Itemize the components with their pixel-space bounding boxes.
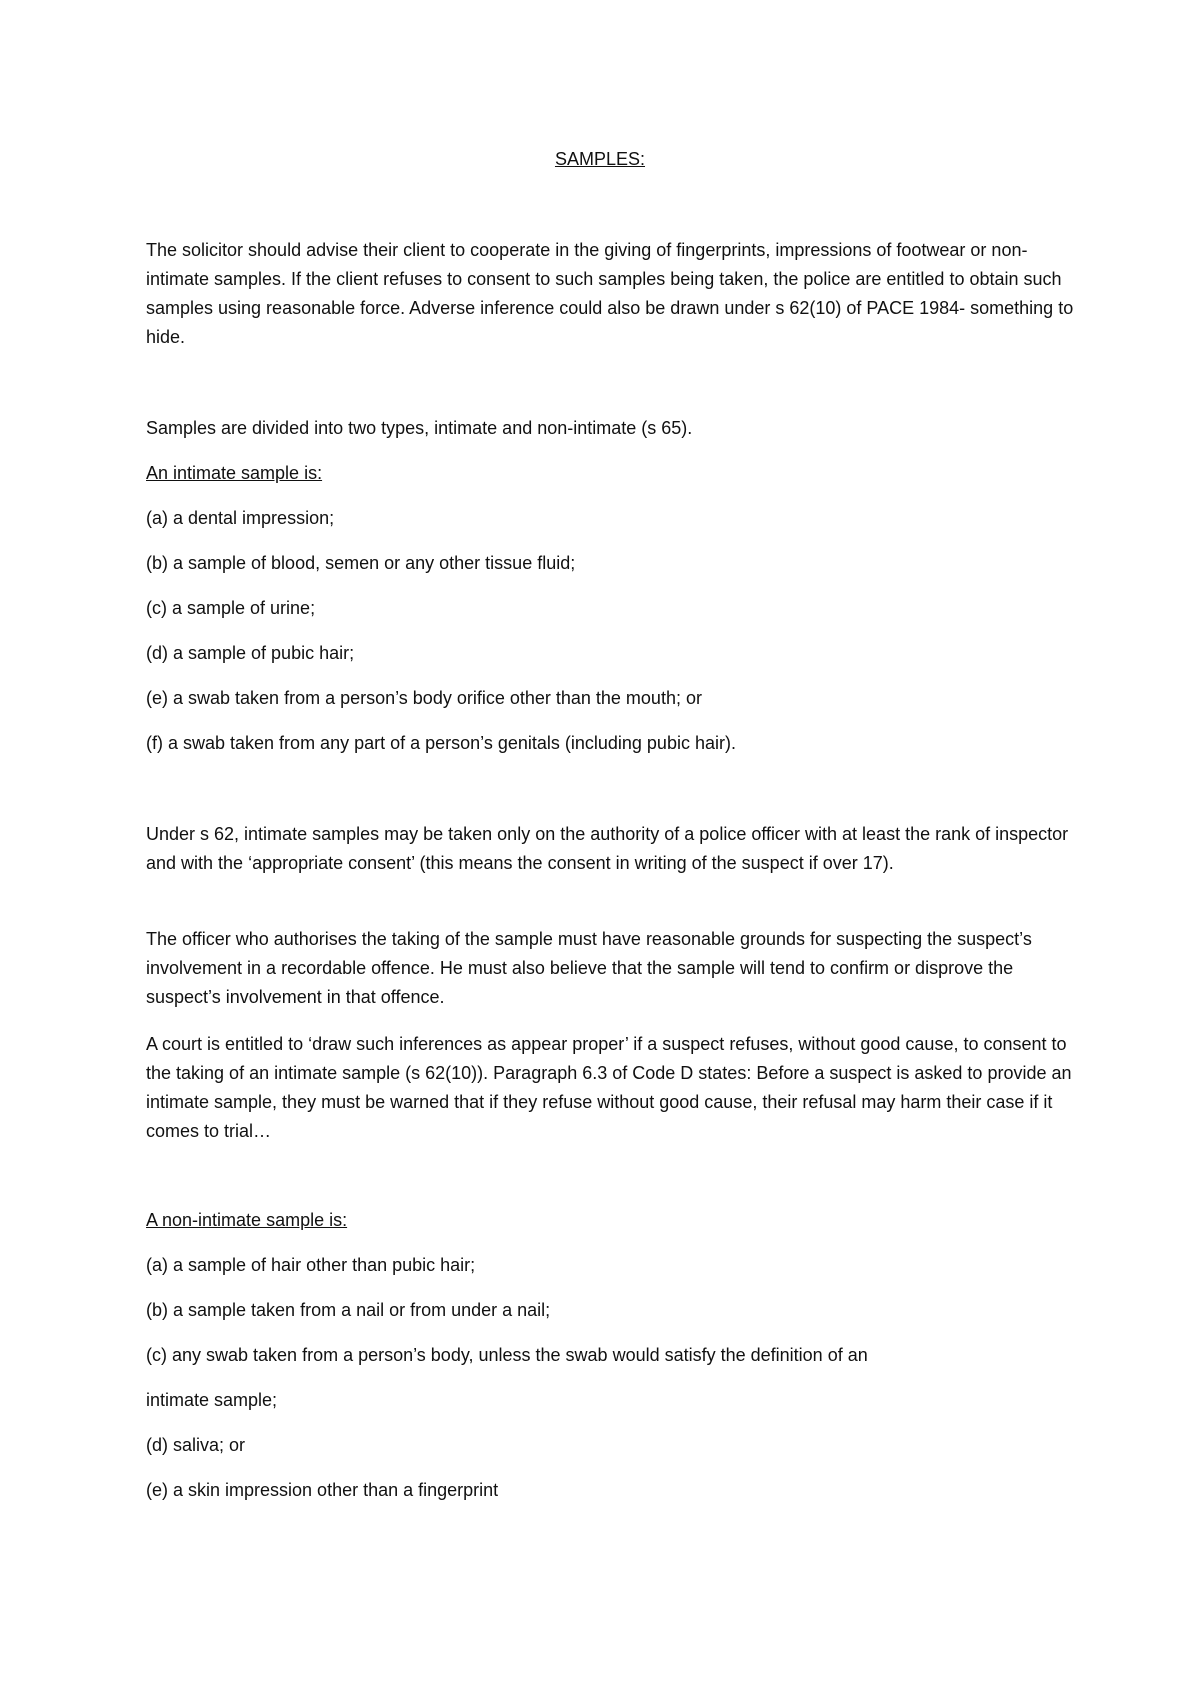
- nonintimate-heading: A non-intimate sample is:: [146, 1210, 348, 1230]
- nonintimate-item-b: (b) a sample taken from a nail or from under a nail;: [146, 1300, 551, 1320]
- intimate-item-a: (a) a dental impression;: [146, 508, 335, 528]
- intimate-item-d: (d) a sample of pubic hair;: [146, 643, 355, 663]
- officer-paragraph: [146, 925, 1076, 1012]
- nonintimate-item-e: (e) a skin impression other than a fingerprint: [146, 1480, 499, 1500]
- intimate-heading: An intimate sample is:: [146, 463, 323, 483]
- document-title: SAMPLES:: [554, 149, 646, 169]
- s62-text: Under s 62, intimate samples may be taken only on the authority of a police officer with at least the rank of inspector and with the ‘appropriate consent’ (this means the consent in writing of the suspect if over 17).: [146, 824, 1069, 873]
- court-text: A court is entitled to ‘draw such inferences as appear proper’ if a suspect refuses, without good cause, to consent to the taking of an intimate sample (s 62(10)). Paragraph 6.3 of Code D states: Before a suspect is asked to provide an intimate sample, they must be warned that if they refuse without good cause, their refusal may harm their case if it comes to trial…: [146, 1034, 1072, 1141]
- intimate-item-c: (c) a sample of urine;: [146, 598, 316, 618]
- intro-text: The solicitor should advise their client to cooperate in the giving of fingerprints, impressions of footwear or non-intimate samples. If the client refuses to consent to such samples being taken, the police are entitled to obtain such samples using reasonable force. Adverse inference could also be drawn under s 62(10) of PACE 1984- something to hide.: [146, 240, 1074, 347]
- nonintimate-item-a: (a) a sample of hair other than pubic hair;: [146, 1255, 476, 1275]
- court-paragraph: [146, 1030, 1076, 1146]
- intimate-item-f: (f) a swab taken from any part of a person’s genitals (including pubic hair).: [146, 733, 736, 753]
- nonintimate-item-d: (d) saliva; or: [146, 1435, 246, 1455]
- nonintimate-item-c: (c) any swab taken from a person’s body, unless the swab would satisfy the definition of an: [146, 1345, 868, 1365]
- nonintimate-item-c-cont: intimate sample;: [146, 1390, 278, 1410]
- s62-paragraph: [146, 820, 1076, 878]
- intro-paragraph: [146, 236, 1076, 352]
- intimate-item-e: (e) a swab taken from a person’s body orifice other than the mouth; or: [146, 688, 702, 708]
- intimate-item-b: (b) a sample of blood, semen or any other tissue fluid;: [146, 553, 576, 573]
- types-sentence: Samples are divided into two types, intimate and non-intimate (s 65).: [146, 418, 693, 438]
- officer-text: The officer who authorises the taking of the sample must have reasonable grounds for suspecting the suspect’s involvement in a recordable offence. He must also believe that the sample will tend to confirm or disprove the suspect’s involvement in that offence.: [146, 929, 1032, 1007]
